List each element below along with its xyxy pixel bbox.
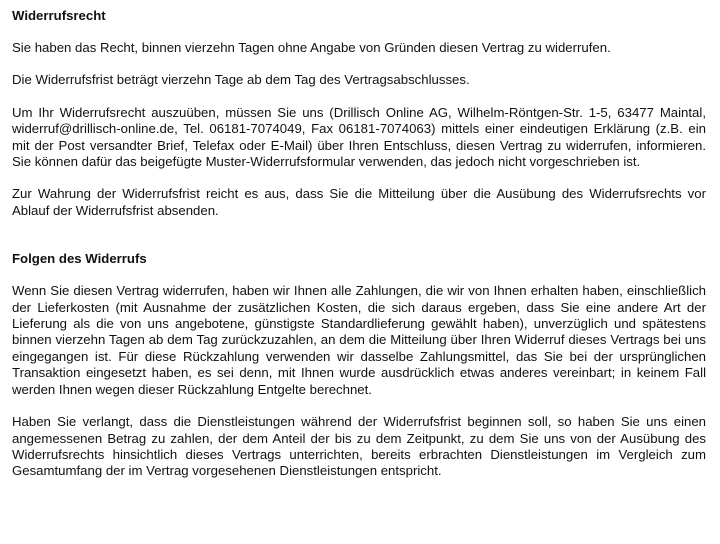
paragraph-recht: Sie haben das Recht, binnen vierzehn Tagen ohne Angabe von Gründen diesen Vertrag zu widerrufen. (12, 40, 611, 55)
spacer (12, 24, 706, 40)
spacer (12, 89, 706, 105)
section-heading-folgen: Folgen des Widerrufs (12, 251, 147, 267)
spacer (12, 267, 706, 283)
spacer (12, 56, 706, 72)
section-heading-widerrufsrecht: Widerrufsrecht (12, 8, 106, 23)
paragraph-ausuebung: Um Ihr Widerrufsrecht auszuüben, müssen Sie uns (Drillisch Online AG, Wilhelm-Röntgen-Str. 1-5, 63477 Maintal, widerruf@drillisch-online.de, Tel. 06181-7074049, Fax 06181-7074063) mittels einer eindeutigen Erklärung (z.B. ein mit der Post versandter Brief, Telefax oder E-Mail) über Ihren Entschluss, diesen Vertrag zu widerrufen, informieren. Sie können dafür das beigefügte Muster-Widerrufsformular verwenden, das jedoch nicht vorgeschrieben ist. (12, 104, 706, 170)
paragraph-frist: Die Widerrufsfrist beträgt vierzehn Tage ab dem Tag des Vertragsabschlusses. (12, 72, 470, 88)
section-spacer (12, 219, 706, 251)
paragraph-wahrung: Zur Wahrung der Widerrufsfrist reicht es aus, dass Sie die Mitteilung über die Ausübung des Widerrufsrechts vor Ablauf der Widerrufsfrist absenden. (12, 186, 706, 218)
spacer (12, 170, 706, 186)
paragraph-dienstleistungen: Haben Sie verlangt, dass die Dienstleistungen während der Widerrufsfrist beginnen soll, so haben Sie uns einen angemessenen Betrag zu zahlen, der dem Anteil der bis zu dem Zeitpunkt, zu dem Sie uns von der Ausübung des Widerrufsrechts hinsichtlich dieses Vertrags unterrichten, bereits erbrachten Dienstleistungen im Vergleich zum Gesamtumfang der im Vertrag vorgesehenen Dienstleistungen entspricht. (12, 414, 706, 479)
spacer (12, 398, 706, 414)
document-page (12, 8, 706, 480)
paragraph-rueckzahlung: Wenn Sie diesen Vertrag widerrufen, haben wir Ihnen alle Zahlungen, die wir von Ihnen erhalten haben, einschließlich der Lieferkosten (mit Ausnahme der zusätzlichen Kosten, die sich daraus ergeben, dass Sie eine andere Art der Lieferung als die von uns angebotene, günstigste Standardlieferung gewählt haben), unverzüglich und spätestens binnen vierzehn Tagen ab dem Tag zurückzuzahlen, an dem die Mitteilung über Ihren Widerruf dieses Vertrags bei uns eingegangen ist. Für diese Rückzahlung verwenden wir dasselbe Zahlungsmittel, das Sie bei der ursprünglichen Transaktion eingesetzt haben, es sei denn, mit Ihnen wurde ausdrücklich etwas anderes vereinbart; in keinem Fall werden Ihnen wegen dieser Rückzahlung Entgelte berechnet. (12, 283, 706, 397)
